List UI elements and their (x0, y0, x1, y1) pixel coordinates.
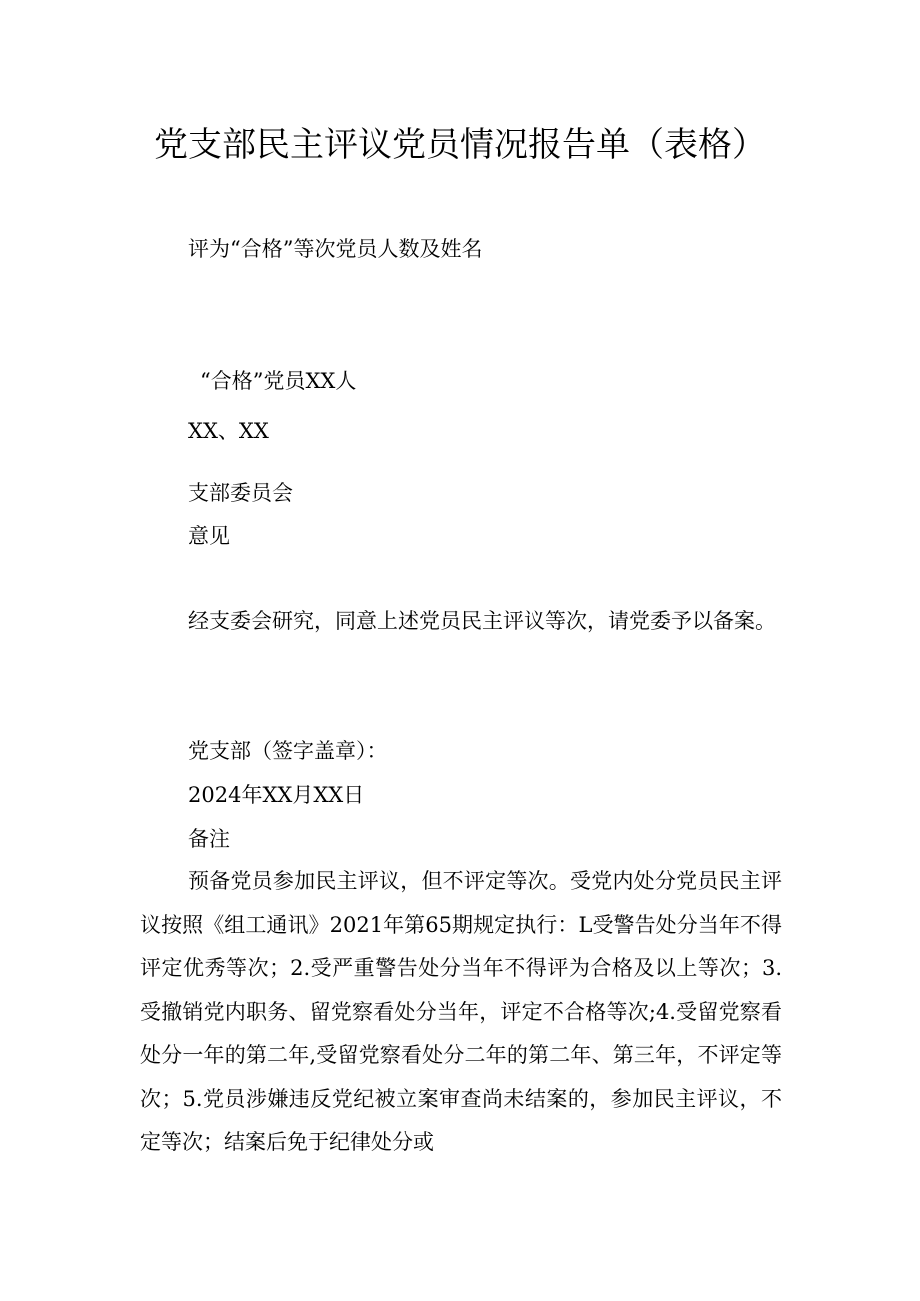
qualified-header: 评为“合格”等次党员人数及姓名 (188, 237, 483, 261)
document-title: 党支部民主评议党员情况报告单（表格） (154, 125, 766, 165)
qualified-count: “合格”党员XX人 (200, 369, 357, 393)
committee-opinion-text: 经支委会研究，同意上述党员民主评议等次，请党委予以备案。 (188, 609, 776, 633)
signature-date: 2024年XX月XX日 (188, 783, 365, 807)
remarks-label: 备注 (188, 827, 230, 851)
qualified-names: XX、XX (188, 419, 269, 443)
remarks-text: 预备党员参加民主评议，但不评定等次。受党内处分党员民主评议按照《组工通讯》2021年第65期规定执行：L受警告处分当年不得评定优秀等次；2.受严重警告处分当年不得评为合格及以上等次；3.受撤销党内职务、留党察看处分当年，评定不合格等次;4.受留党察看处分一年的第二年,受留党察看处分二年的第二年、第三年，不评定等次；5.党员涉嫌违反党纪被立案审查尚未结案的，参加民主评议，不定等次；结案后免于纪律处分或 (140, 869, 782, 1154)
signature-label: 党支部（签字盖章）： (188, 739, 388, 763)
committee-label-opinion: 意见 (188, 524, 230, 548)
committee-label: 支部委员会 (188, 481, 293, 505)
